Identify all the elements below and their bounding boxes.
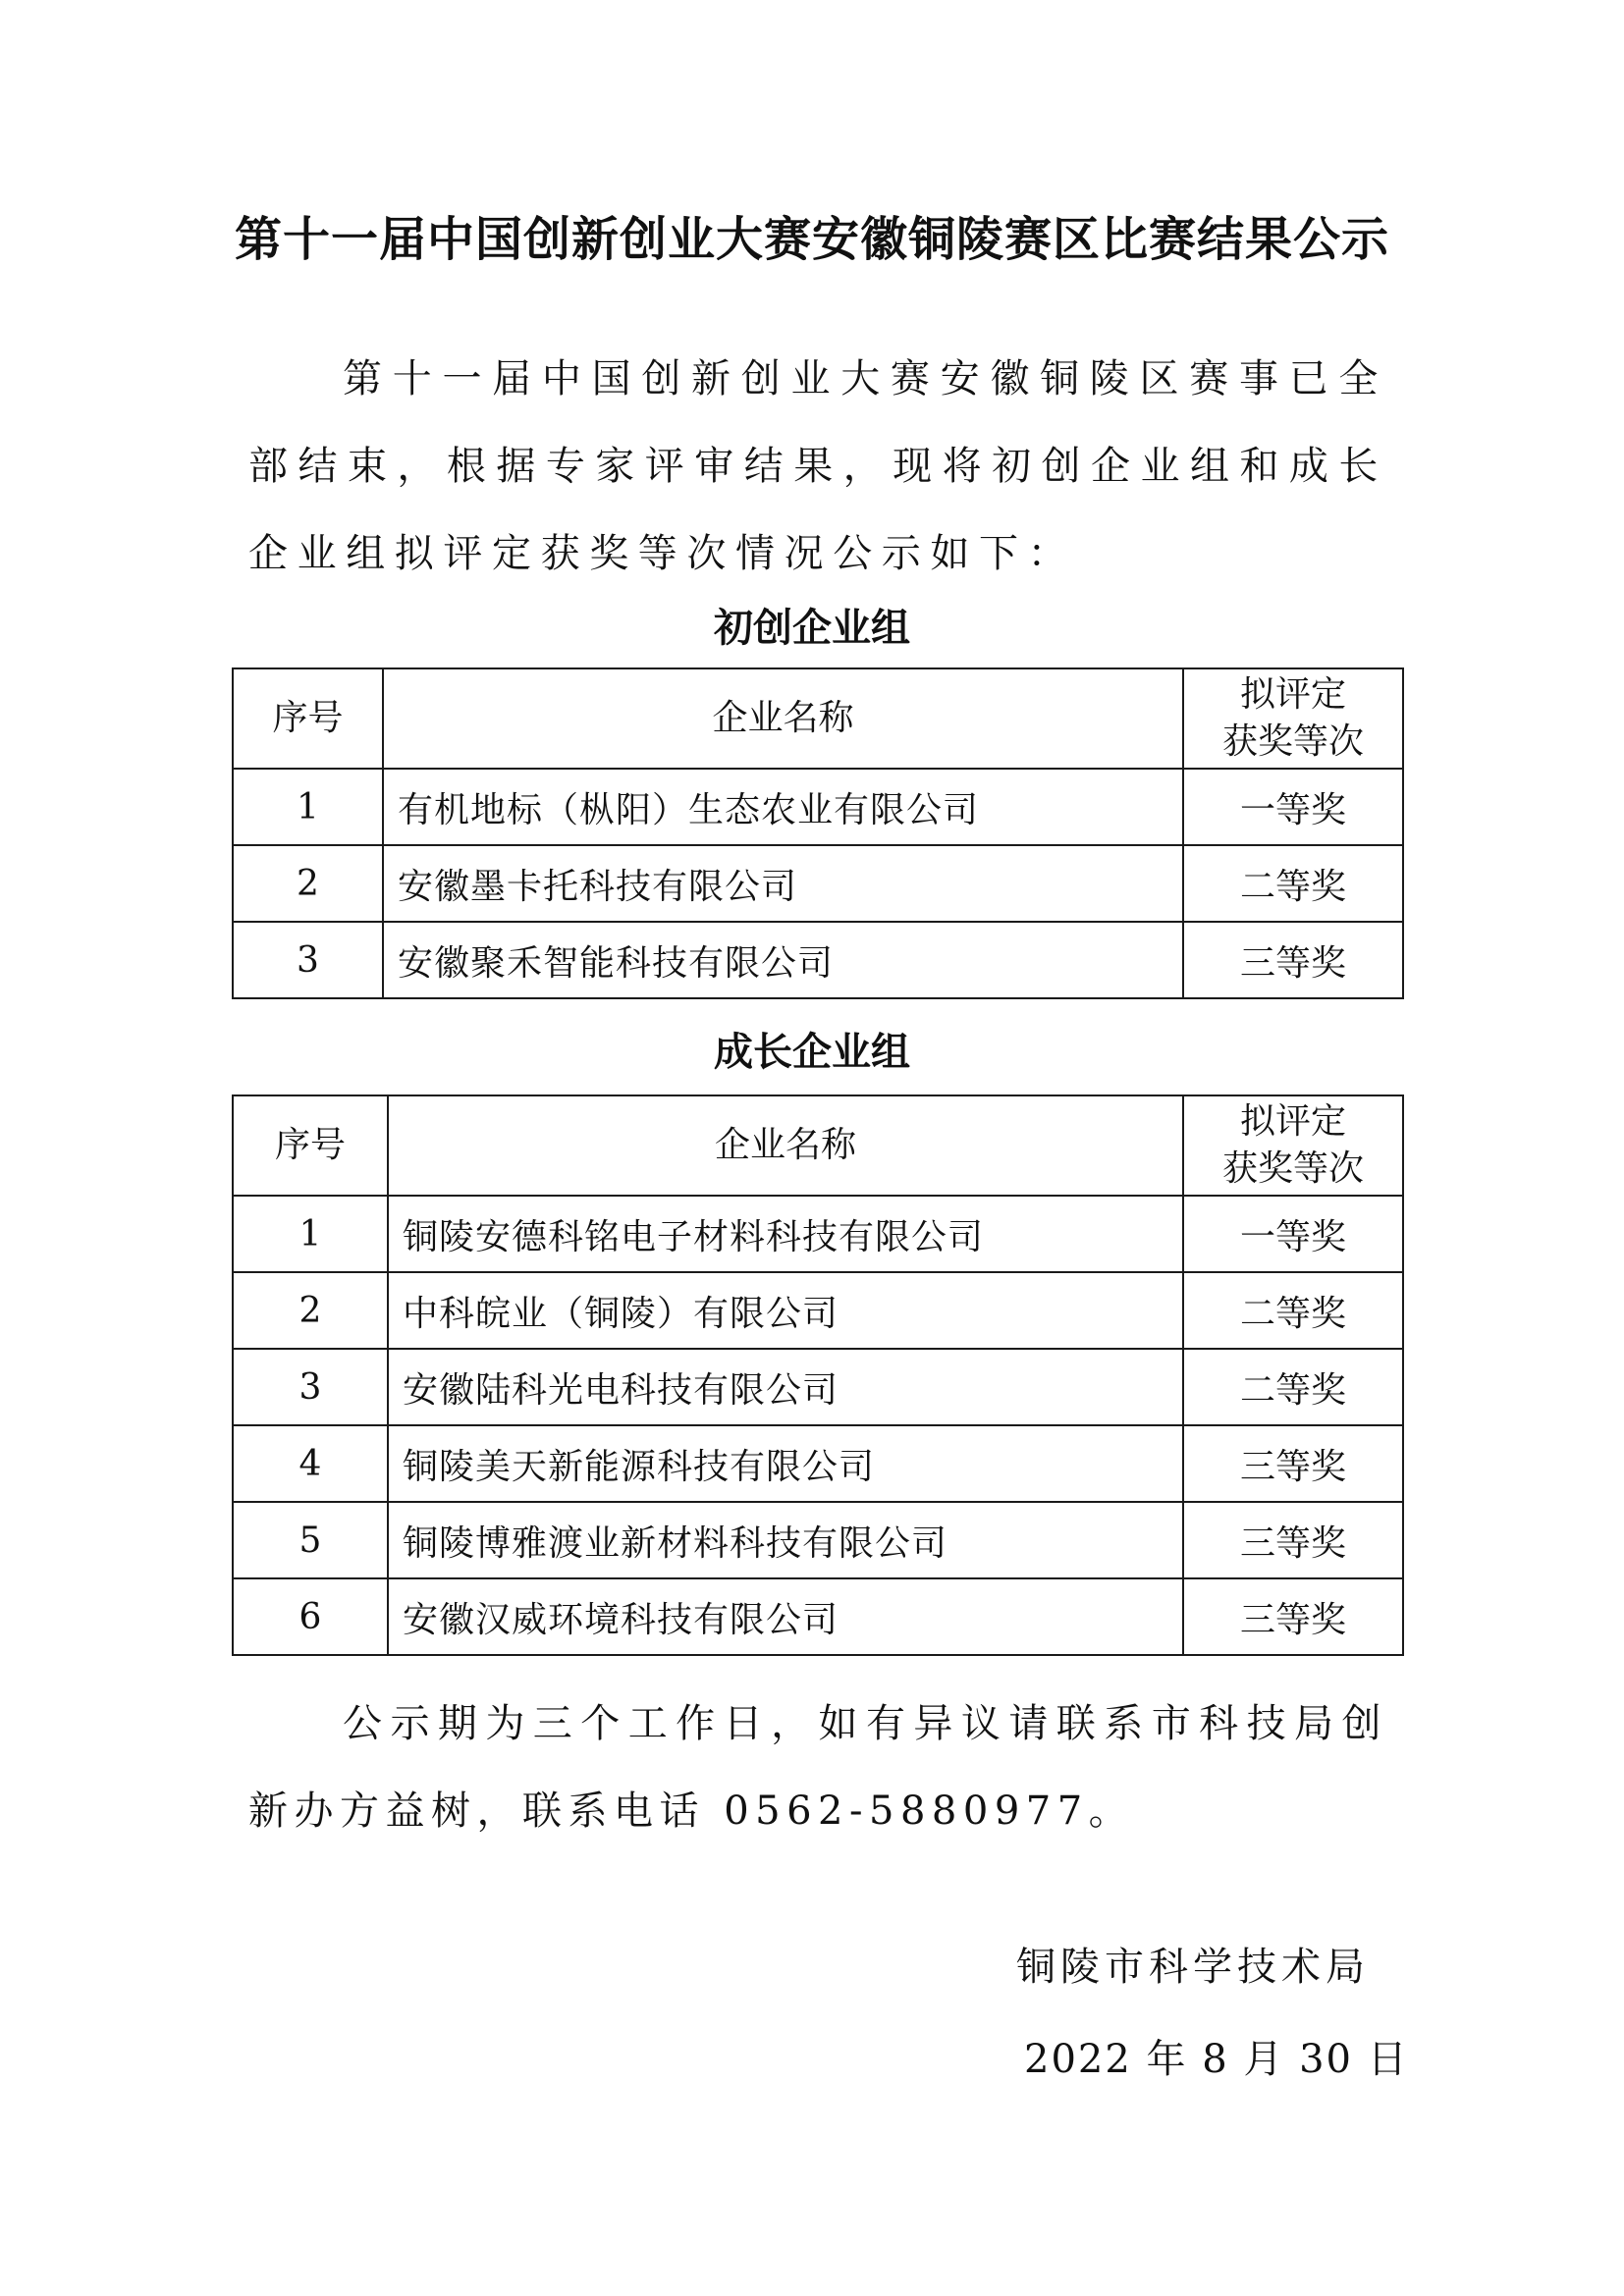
issuer-signature: 铜陵市科学技术局 <box>1016 1945 1370 1990</box>
row-award: 二等奖 <box>1183 1272 1403 1349</box>
header-award-line2: 获奖等次 <box>1221 721 1364 762</box>
header-company: 企业名称 <box>383 668 1183 769</box>
header-award <box>1183 1095 1403 1196</box>
table-header-row <box>233 1095 1403 1196</box>
row-index: 1 <box>233 1196 388 1272</box>
startup-awards-table <box>232 667 1404 999</box>
document-title: 第十一届中国创新创业大赛安徽铜陵赛区比赛结果公示 <box>234 212 1389 267</box>
row-company: 铜陵安德科铭电子材料科技有限公司 <box>388 1196 1183 1272</box>
row-index: 2 <box>233 845 383 922</box>
table-row <box>233 1502 1403 1578</box>
table-row <box>233 1272 1403 1349</box>
row-company: 安徽陆科光电科技有限公司 <box>388 1349 1183 1425</box>
table-row <box>233 922 1403 998</box>
row-index: 6 <box>233 1578 388 1655</box>
row-award: 三等奖 <box>1183 1502 1403 1578</box>
header-award-line1: 拟评定 <box>1239 674 1346 715</box>
row-index: 5 <box>233 1502 388 1578</box>
table-row <box>233 1425 1403 1502</box>
row-award: 二等奖 <box>1183 1349 1403 1425</box>
intro-paragraph: 第十一届中国创新创业大赛安徽铜陵区赛事已全部结束，根据专家评审结果，现将初创企业组和成长企业组拟评定获奖等次情况公示如下： <box>248 356 1387 576</box>
issue-date: 2022 年 8 月 30 日 <box>1024 2037 1409 2082</box>
table-row <box>233 845 1403 922</box>
row-award: 二等奖 <box>1183 845 1403 922</box>
growth-awards-table <box>232 1095 1404 1656</box>
row-company: 中科皖业（铜陵）有限公司 <box>388 1272 1183 1349</box>
table-row <box>233 1349 1403 1425</box>
row-index: 1 <box>233 769 383 845</box>
row-company: 有机地标（枞阳）生态农业有限公司 <box>383 769 1183 845</box>
header-award-line1: 拟评定 <box>1239 1101 1346 1142</box>
header-index: 序号 <box>233 668 383 769</box>
header-award-line2: 获奖等次 <box>1221 1148 1364 1189</box>
table-row <box>233 1196 1403 1272</box>
header-award <box>1183 668 1403 769</box>
header-company: 企业名称 <box>388 1095 1183 1196</box>
row-company: 铜陵美天新能源科技有限公司 <box>388 1425 1183 1502</box>
row-index: 4 <box>233 1425 388 1502</box>
row-award: 一等奖 <box>1183 1196 1403 1272</box>
row-company: 安徽聚禾智能科技有限公司 <box>383 922 1183 998</box>
row-company: 铜陵博雅渡业新材料科技有限公司 <box>388 1502 1183 1578</box>
row-company: 安徽汉威环境科技有限公司 <box>388 1578 1183 1655</box>
row-award: 三等奖 <box>1183 1578 1403 1655</box>
table-row <box>233 1578 1403 1655</box>
row-award: 三等奖 <box>1183 922 1403 998</box>
group-title-growth: 成长企业组 <box>714 1030 910 1075</box>
row-index: 2 <box>233 1272 388 1349</box>
table-row <box>233 769 1403 845</box>
row-award: 三等奖 <box>1183 1425 1403 1502</box>
header-index: 序号 <box>233 1095 388 1196</box>
row-award: 一等奖 <box>1183 769 1403 845</box>
row-company: 安徽墨卡托科技有限公司 <box>383 845 1183 922</box>
table-header-row <box>233 668 1403 769</box>
closing-paragraph: 公示期为三个工作日，如有异议请联系市科技局创新办方益树，联系电话 0562-5880977。 <box>248 1701 1387 1834</box>
row-index: 3 <box>233 1349 388 1425</box>
row-index: 3 <box>233 922 383 998</box>
group-title-startup: 初创企业组 <box>714 606 910 651</box>
